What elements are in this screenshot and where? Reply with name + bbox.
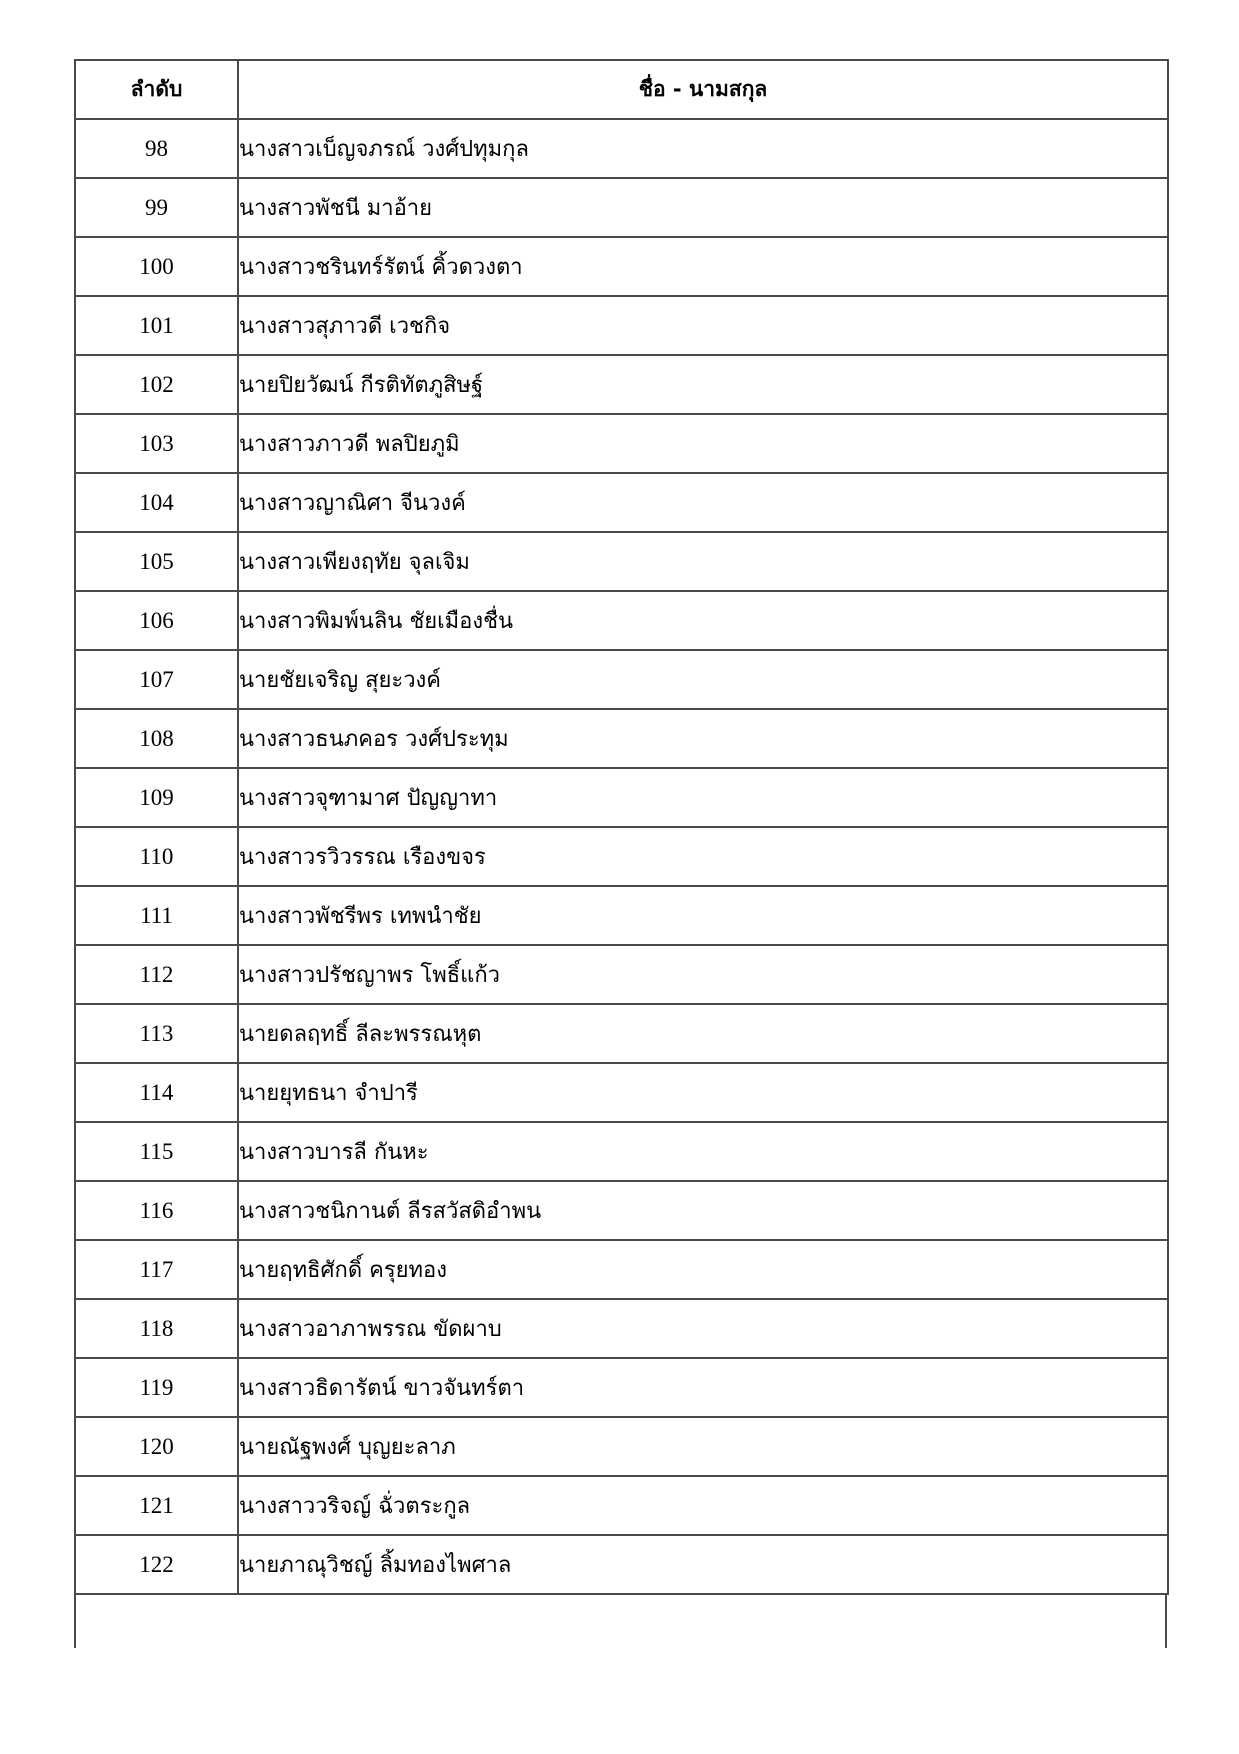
row-full-name: นางสาวรวิวรรณ เรืองขจร [238, 827, 1168, 886]
table-continuation-borders [74, 1595, 1167, 1648]
row-order-number: 105 [75, 532, 238, 591]
row-full-name: นางสาวเบ็ญจภรณ์ วงศ์ปทุมกุล [238, 119, 1168, 178]
table-row [75, 1299, 1168, 1358]
table-row [75, 355, 1168, 414]
row-order-number: 98 [75, 119, 238, 178]
table-row [75, 1240, 1168, 1299]
row-full-name: นางสาวชรินทร์รัตน์ คิ้วดวงตา [238, 237, 1168, 296]
table-row [75, 1063, 1168, 1122]
row-full-name: นางสาวภาวดี พลปิยภูมิ [238, 414, 1168, 473]
row-full-name: นายดลฤทธิ์ ลีละพรรณหุต [238, 1004, 1168, 1063]
table-row [75, 1122, 1168, 1181]
table-row [75, 1476, 1168, 1535]
row-order-number: 111 [75, 886, 238, 945]
table-row [75, 886, 1168, 945]
row-full-name: นางสาวพิมพ์นลิน ชัยเมืองชื่น [238, 591, 1168, 650]
row-order-number: 119 [75, 1358, 238, 1417]
row-full-name: นางสาวธนภคอร วงศ์ประทุม [238, 709, 1168, 768]
table-row [75, 237, 1168, 296]
row-full-name: นายภาณุวิชญ์ ลิ้มทองไพศาล [238, 1535, 1168, 1594]
table-row [75, 1004, 1168, 1063]
table-header-row [75, 60, 1168, 119]
table-row [75, 1181, 1168, 1240]
row-full-name: นางสาวญาณิศา จีนวงค์ [238, 473, 1168, 532]
row-order-number: 102 [75, 355, 238, 414]
row-full-name: นางสาวธิดารัตน์ ขาวจันทร์ตา [238, 1358, 1168, 1417]
roster-sheet [74, 59, 1167, 1648]
table-row [75, 945, 1168, 1004]
row-order-number: 115 [75, 1122, 238, 1181]
row-full-name: นางสาวเพียงฤทัย จุลเจิม [238, 532, 1168, 591]
table-row [75, 709, 1168, 768]
row-full-name: นางสาวจุฑามาศ ปัญญาทา [238, 768, 1168, 827]
table-row [75, 1417, 1168, 1476]
row-order-number: 117 [75, 1240, 238, 1299]
table-row [75, 178, 1168, 237]
table-row [75, 591, 1168, 650]
table-row [75, 296, 1168, 355]
row-order-number: 100 [75, 237, 238, 296]
table-body [75, 119, 1168, 1594]
row-full-name: นางสาวชนิกานต์ ลีรสวัสดิอำพน [238, 1181, 1168, 1240]
table-row [75, 650, 1168, 709]
table-row [75, 414, 1168, 473]
column-header-fullname: ชื่อ - นามสกุล [238, 60, 1168, 119]
row-full-name: นางสาววริจญ์ ฉั่วตระกูล [238, 1476, 1168, 1535]
row-order-number: 121 [75, 1476, 238, 1535]
row-full-name: นางสาวพัชรีพร เทพนำชัย [238, 886, 1168, 945]
row-full-name: นางสาวพัชนี มาอ้าย [238, 178, 1168, 237]
row-full-name: นางสาวบารลี กันหะ [238, 1122, 1168, 1181]
row-order-number: 101 [75, 296, 238, 355]
table-row [75, 532, 1168, 591]
row-full-name: นายปิยวัฒน์ กีรติทัตภูสิษฐ์ [238, 355, 1168, 414]
row-full-name: นางสาวสุภาวดี เวชกิจ [238, 296, 1168, 355]
name-list-table [74, 59, 1169, 1595]
row-order-number: 108 [75, 709, 238, 768]
row-order-number: 99 [75, 178, 238, 237]
row-order-number: 104 [75, 473, 238, 532]
row-order-number: 103 [75, 414, 238, 473]
row-order-number: 120 [75, 1417, 238, 1476]
row-full-name: นายฤทธิศักดิ์ ครุยทอง [238, 1240, 1168, 1299]
table-continuation [74, 1595, 1167, 1648]
row-order-number: 122 [75, 1535, 238, 1594]
row-order-number: 113 [75, 1004, 238, 1063]
table-row [75, 473, 1168, 532]
column-header-order: ลำดับ [75, 60, 238, 119]
row-full-name: นายชัยเจริญ สุยะวงค์ [238, 650, 1168, 709]
row-order-number: 106 [75, 591, 238, 650]
table-row [75, 827, 1168, 886]
row-full-name: นางสาวปรัชญาพร โพธิ์แก้ว [238, 945, 1168, 1004]
row-order-number: 114 [75, 1063, 238, 1122]
row-order-number: 110 [75, 827, 238, 886]
row-order-number: 109 [75, 768, 238, 827]
table-row [75, 768, 1168, 827]
row-full-name: นางสาวอาภาพรรณ ขัดผาบ [238, 1299, 1168, 1358]
row-order-number: 116 [75, 1181, 238, 1240]
table-row [75, 1358, 1168, 1417]
row-full-name: นายยุทธนา จำปารี [238, 1063, 1168, 1122]
table-row [75, 1535, 1168, 1594]
row-order-number: 118 [75, 1299, 238, 1358]
row-order-number: 112 [75, 945, 238, 1004]
row-full-name: นายณัฐพงศ์ บุญยะลาภ [238, 1417, 1168, 1476]
table-row [75, 119, 1168, 178]
row-order-number: 107 [75, 650, 238, 709]
